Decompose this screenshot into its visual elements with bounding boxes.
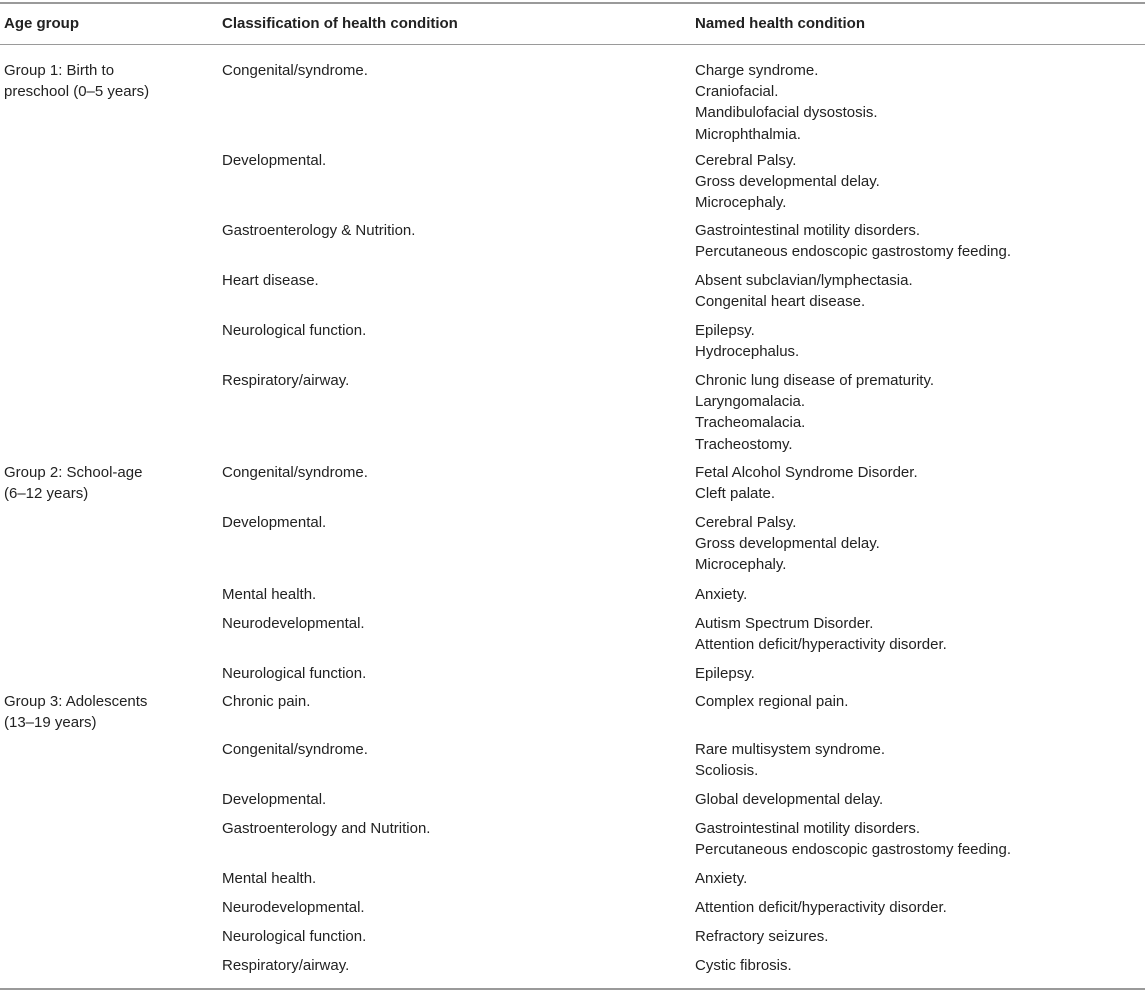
- condition-line: Craniofacial.: [695, 83, 779, 101]
- named-condition-cell: [695, 270, 913, 312]
- header-age-group: Age group: [4, 15, 79, 32]
- classification-cell: Congenital/syndrome.: [222, 464, 368, 481]
- condition-line: Anxiety.: [695, 586, 748, 603]
- named-condition-cell: [695, 818, 1011, 860]
- age-group-line: Group 3: Adolescents: [4, 693, 148, 710]
- named-condition-cell: [695, 462, 918, 504]
- condition-line: Refractory seizures.: [695, 928, 829, 945]
- header-named-condition: Named health condition: [695, 15, 866, 32]
- condition-line: Chronic lung disease of prematurity.: [695, 372, 935, 389]
- classification-cell: Heart disease.: [222, 272, 319, 289]
- named-condition-cell: [695, 584, 747, 605]
- condition-line: Absent subclavian/lymphectasia.: [695, 272, 913, 289]
- classification-cell: Chronic pain.: [222, 693, 311, 710]
- condition-line: Mandibulofacial dysostosis.: [695, 104, 878, 122]
- age-group-cell: [4, 691, 204, 733]
- condition-line: Rare multisystem syndrome.: [695, 741, 886, 758]
- condition-line: Autism Spectrum Disorder.: [695, 615, 874, 632]
- named-condition-cell: [695, 320, 799, 362]
- classification-cell: Neurodevelopmental.: [222, 899, 365, 916]
- condition-line: Laryngomalacia.: [695, 393, 806, 411]
- classification-cell: Developmental.: [222, 514, 327, 531]
- age-group-line: Group 2: School-age: [4, 464, 143, 481]
- condition-line: Hydrocephalus.: [695, 343, 800, 361]
- classification-cell: Mental health.: [222, 870, 317, 887]
- named-condition-cell: [695, 512, 880, 576]
- condition-line: Charge syndrome.: [695, 62, 819, 79]
- condition-line: Cystic fibrosis.: [695, 957, 792, 974]
- classification-cell: Neurological function.: [222, 322, 367, 339]
- condition-line: Gastrointestinal motility disorders.: [695, 222, 921, 239]
- named-condition-cell: [695, 897, 947, 918]
- condition-line: Congenital heart disease.: [695, 293, 866, 311]
- classification-cell: Gastroenterology & Nutrition.: [222, 222, 416, 239]
- condition-line: Microphthalmia.: [695, 125, 801, 143]
- condition-line: Gross developmental delay.: [695, 173, 880, 191]
- classification-cell: Neurological function.: [222, 928, 367, 945]
- condition-line: Anxiety.: [695, 870, 748, 887]
- condition-line: Percutaneous endoscopic gastrostomy feeding.: [695, 243, 1012, 261]
- age-group-line: preschool (0–5 years): [4, 83, 150, 101]
- condition-line: Percutaneous endoscopic gastrostomy feeding.: [695, 841, 1012, 859]
- condition-line: Attention deficit/hyperactivity disorder.: [695, 899, 947, 916]
- age-group-cell: [4, 462, 204, 504]
- named-condition-cell: [695, 868, 747, 889]
- table-top-rule: [0, 2, 1145, 4]
- condition-line: Cerebral Palsy.: [695, 514, 797, 531]
- classification-cell: Neurological function.: [222, 665, 367, 682]
- condition-line: Cerebral Palsy.: [695, 152, 797, 169]
- condition-line: Epilepsy.: [695, 665, 755, 682]
- classification-cell: Developmental.: [222, 152, 327, 169]
- classification-cell: Congenital/syndrome.: [222, 741, 368, 758]
- classification-cell: Neurodevelopmental.: [222, 615, 365, 632]
- header-rule: [0, 44, 1145, 45]
- named-condition-cell: [695, 691, 848, 712]
- classification-cell: Respiratory/airway.: [222, 957, 350, 974]
- condition-line: Tracheostomy.: [695, 435, 793, 453]
- condition-line: Gastrointestinal motility disorders.: [695, 820, 921, 837]
- named-condition-cell: [695, 60, 878, 145]
- named-condition-cell: [695, 789, 883, 810]
- condition-line: Microcephaly.: [695, 556, 787, 574]
- classification-cell: Respiratory/airway.: [222, 372, 350, 389]
- condition-line: Microcephaly.: [695, 194, 787, 212]
- classification-cell: Developmental.: [222, 791, 327, 808]
- named-condition-cell: [695, 370, 934, 455]
- age-group-cell: [4, 60, 204, 102]
- age-group-line: (6–12 years): [4, 485, 89, 503]
- condition-line: Epilepsy.: [695, 322, 755, 339]
- condition-line: Tracheomalacia.: [695, 414, 806, 432]
- classification-cell: Mental health.: [222, 586, 317, 603]
- named-condition-cell: [695, 663, 755, 684]
- named-condition-cell: [695, 613, 947, 655]
- condition-line: Cleft palate.: [695, 485, 776, 503]
- named-condition-cell: [695, 739, 885, 781]
- age-group-line: Group 1: Birth to: [4, 62, 115, 79]
- condition-line: Fetal Alcohol Syndrome Disorder.: [695, 464, 918, 481]
- condition-line: Complex regional pain.: [695, 693, 849, 710]
- condition-line: Attention deficit/hyperactivity disorder.: [695, 636, 947, 654]
- condition-line: Scoliosis.: [695, 762, 759, 780]
- age-group-line: (13–19 years): [4, 714, 97, 732]
- named-condition-cell: [695, 955, 792, 976]
- named-condition-cell: [695, 926, 828, 947]
- named-condition-cell: [695, 220, 1011, 262]
- condition-line: Gross developmental delay.: [695, 535, 880, 553]
- classification-cell: Gastroenterology and Nutrition.: [222, 820, 431, 837]
- header-classification: Classification of health condition: [222, 15, 458, 32]
- classification-cell: Congenital/syndrome.: [222, 62, 368, 79]
- named-condition-cell: [695, 150, 880, 214]
- table-header: [0, 15, 1145, 35]
- table-bottom-rule: [0, 988, 1145, 990]
- condition-line: Global developmental delay.: [695, 791, 884, 808]
